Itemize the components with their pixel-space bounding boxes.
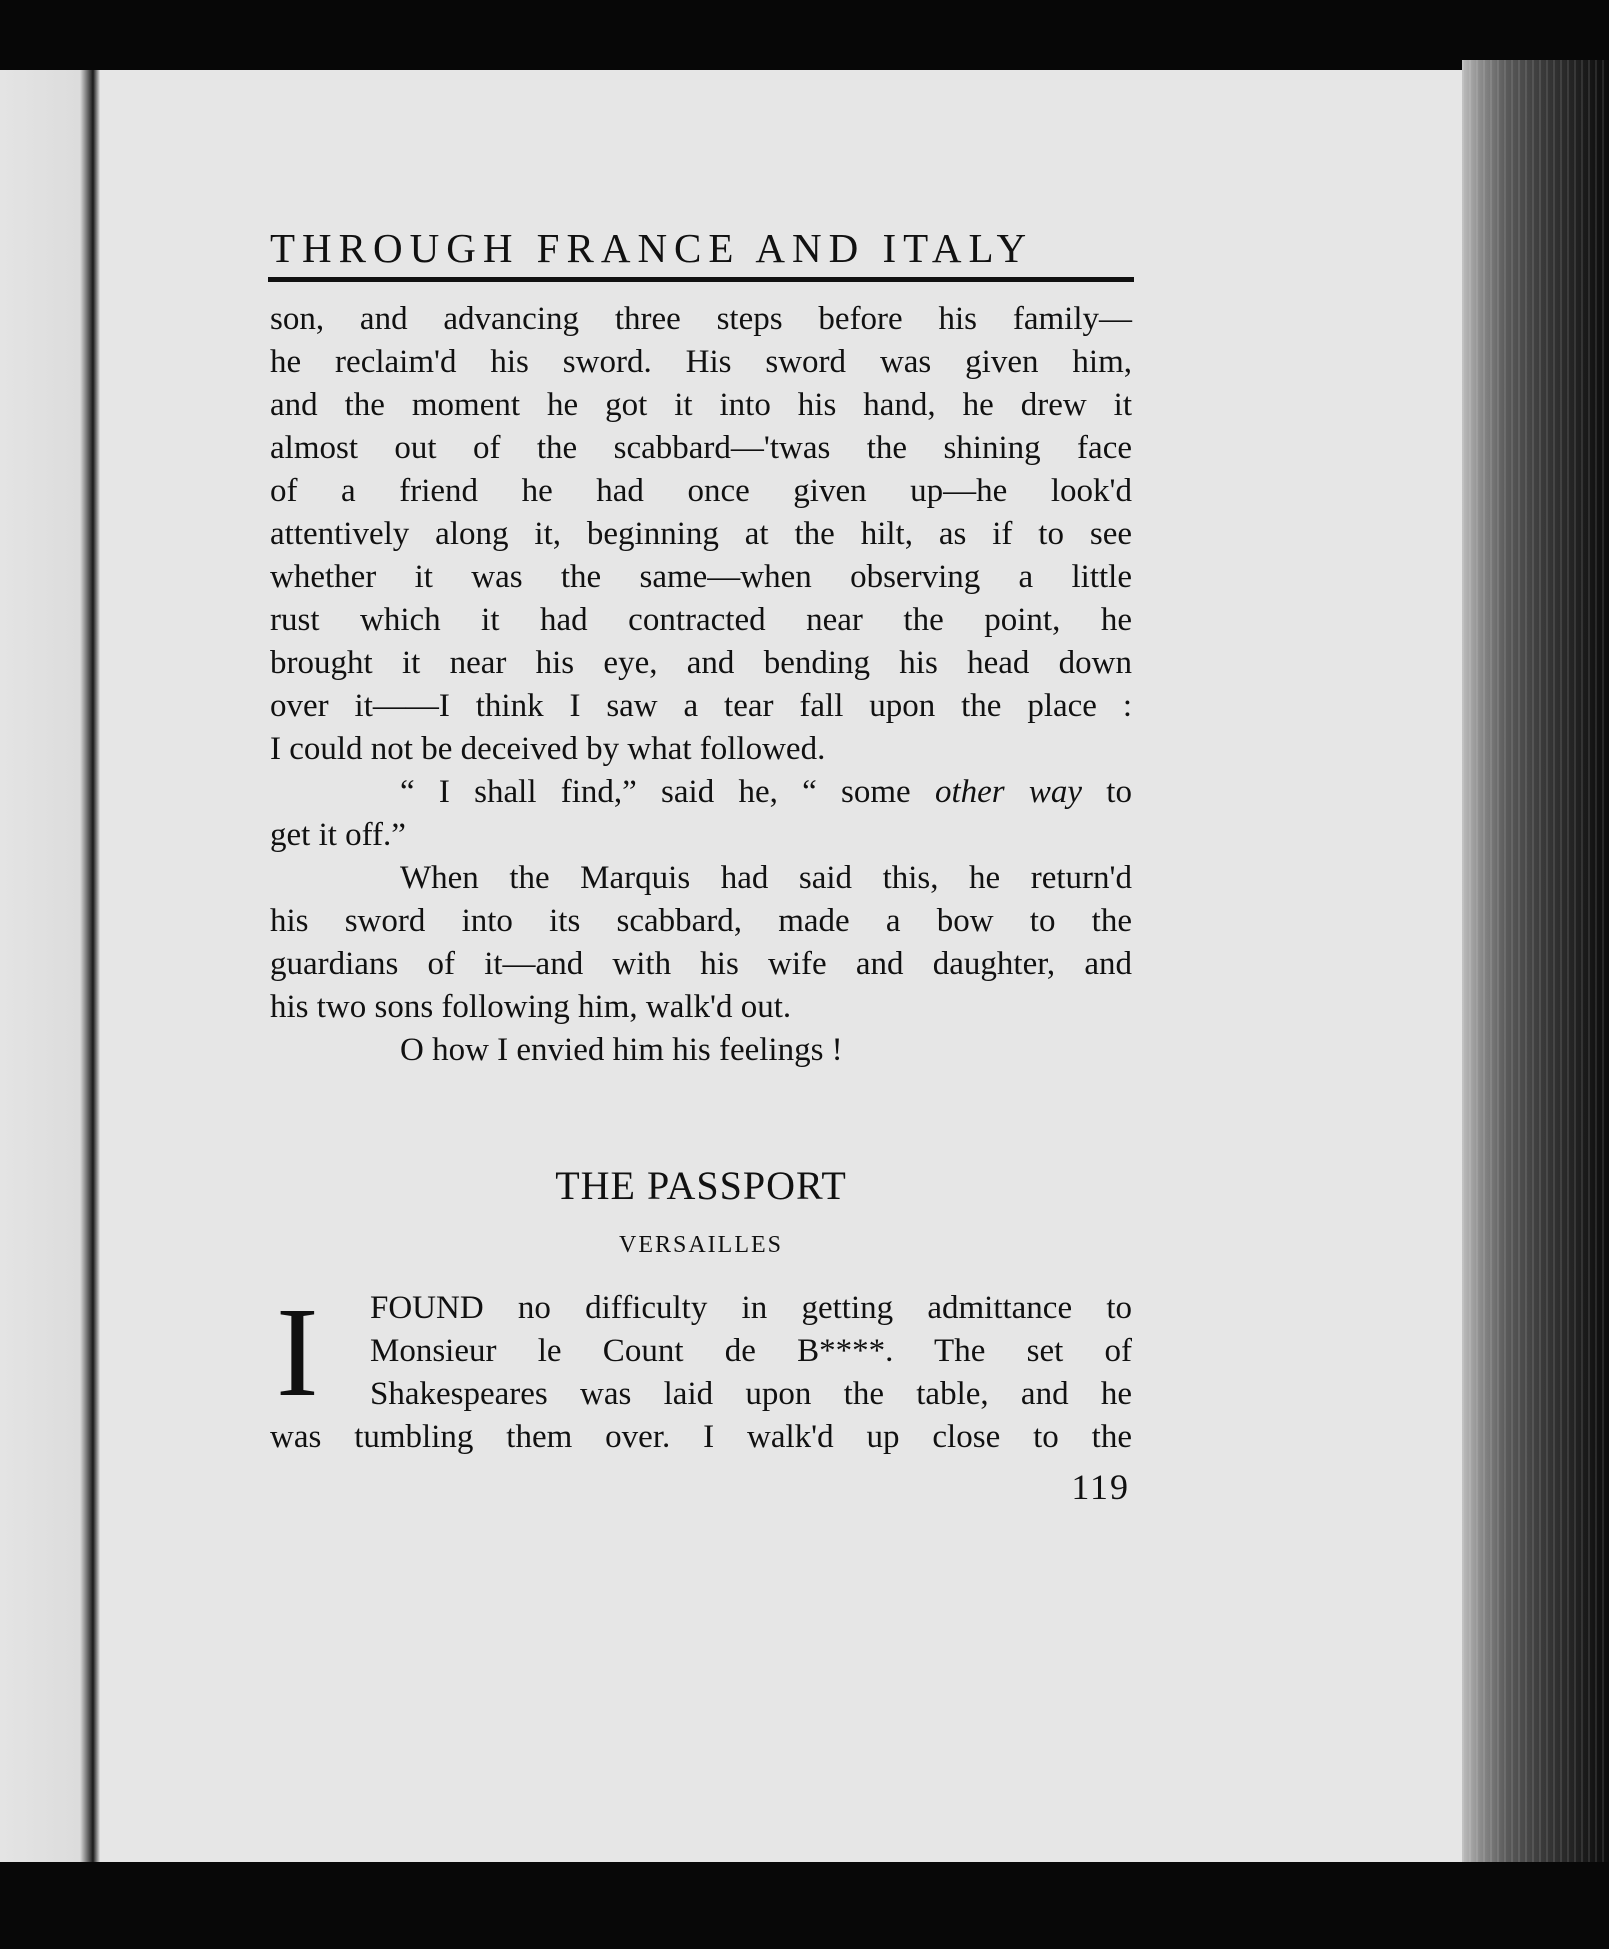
text-line: and the moment he got it into his hand, he drew it [270, 387, 1132, 423]
text-line: whether it was the same—when observing a little [270, 559, 1132, 595]
section-body-text [270, 1281, 1132, 1459]
quote-italic: other way [934, 774, 1083, 810]
scan-background-top [0, 0, 1609, 70]
paragraph-first-line: When the Marquis had said this, he return'd [400, 860, 1132, 896]
drop-cap: I [276, 1281, 319, 1423]
text-line: FOUND no difficulty in getting admittance to [370, 1290, 1132, 1326]
text-line: get it off.” [270, 817, 406, 853]
section-subtitle: VERSAILLES [619, 1232, 783, 1258]
text-line: brought it near his eye, and bending his head down [270, 645, 1132, 681]
text-line: attentively along it, beginning at the hilt, as if to see [270, 516, 1132, 552]
text-line: son, and advancing three steps before his family— [270, 301, 1132, 337]
text-line: rust which it had contracted near the point, he [270, 602, 1132, 638]
exclamation-line: O how I envied him his feelings ! [400, 1032, 843, 1068]
text-line: of a friend he had once given up—he look'd [270, 473, 1132, 509]
quote-line [270, 771, 1132, 814]
section-title: THE PASSPORT [555, 1163, 847, 1208]
text-line: Monsieur le Count de B****. The set of [370, 1333, 1132, 1369]
body-text [270, 298, 1132, 1072]
text-line: I could not be deceived by what followed. [270, 731, 826, 767]
text-line: his two sons following him, walk'd out. [270, 989, 792, 1025]
text-line: over it——I think I saw a tear fall upon the place : [270, 688, 1132, 724]
scan-background-bottom [0, 1862, 1609, 1949]
text-line: he reclaim'd his sword. His sword was given him, [270, 344, 1132, 380]
text-line: guardians of it—and with his wife and daughter, and [270, 946, 1132, 982]
head-rule [268, 277, 1134, 282]
text-line: was tumbling them over. I walk'd up close to the [270, 1419, 1132, 1455]
facing-page-edge [0, 70, 100, 1862]
text-line: his sword into its scabbard, made a bow to the [270, 903, 1132, 939]
text-line: Shakespeares was laid upon the table, and he [370, 1376, 1132, 1412]
quote-text-end: to [1082, 774, 1132, 810]
text-line: almost out of the scabbard—'twas the shining face [270, 430, 1132, 466]
page-number: 119 [1071, 1467, 1130, 1507]
running-head: THROUGH FRANCE AND ITALY [270, 225, 1034, 271]
book-fore-edge [1462, 60, 1609, 1862]
quote-text: “ I shall find,” said he, “ some [400, 774, 935, 810]
